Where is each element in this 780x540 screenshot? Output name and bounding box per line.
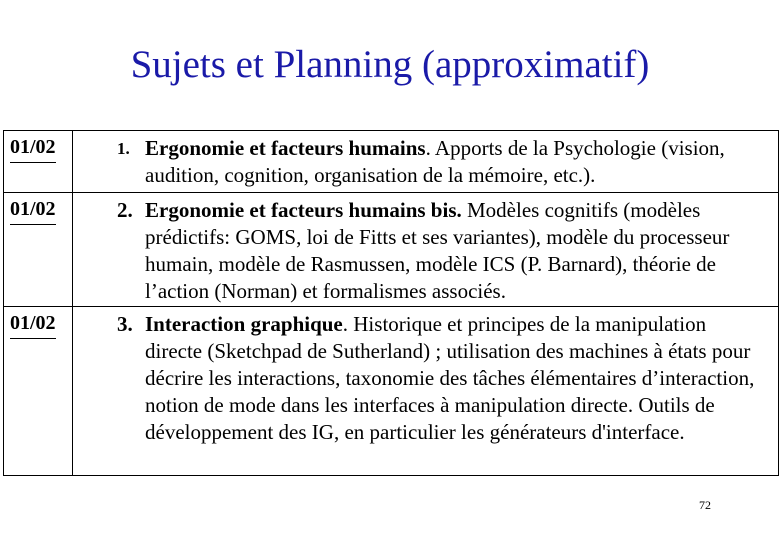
- item-description: Modèles cognitifs (modèles prédictifs: GOMS, loi de Fitts et ses variantes), modèle du processeur humain, modèle de Rasmussen, modèle ICS (P. Barnard), théorie de l’action (Norman) et formalismes associés.: [145, 198, 730, 303]
- date-cell: [4, 307, 73, 476]
- topic-item: [73, 131, 778, 189]
- table-row: [4, 307, 779, 476]
- schedule-table: [3, 130, 779, 476]
- item-description: . Historique et principes de la manipulation directe (Sketchpad de Sutherland) ; utilisation des machines à états pour décrire les interactions, taxonomie des tâches élémentaires d’interaction, notion de mode dans les interfaces à manipulation directe. Outils de développement des IG, en particulier les générateurs d'interface.: [145, 312, 755, 444]
- topic-cell: [73, 193, 779, 307]
- item-number: 1.: [117, 139, 130, 158]
- page-number: 72: [699, 498, 711, 512]
- topic-item: [73, 193, 778, 305]
- item-text: [145, 311, 768, 446]
- item-text: [145, 135, 768, 189]
- date-label: 01/02: [10, 198, 56, 225]
- date-label: 01/02: [10, 136, 56, 163]
- item-title: Ergonomie et facteurs humains: [145, 136, 426, 160]
- item-title: Ergonomie et facteurs humains bis.: [145, 198, 462, 222]
- item-title: Interaction graphique: [145, 312, 343, 336]
- item-description: . Apports de la Psychologie (vision, audition, cognition, organisation de la mémoire, etc.).: [145, 136, 725, 187]
- item-text: [145, 197, 768, 305]
- table-row: [4, 131, 779, 193]
- date-cell: [4, 193, 73, 307]
- date-cell: [4, 131, 73, 193]
- topic-item: [73, 307, 778, 446]
- item-number: 2.: [117, 198, 133, 222]
- topic-cell: [73, 131, 779, 193]
- slide-title: Sujets et Planning (approximatif): [130, 43, 650, 86]
- item-number: 3.: [117, 312, 133, 336]
- topic-cell: [73, 307, 779, 476]
- date-label: 01/02: [10, 312, 56, 339]
- table-row: [4, 193, 779, 307]
